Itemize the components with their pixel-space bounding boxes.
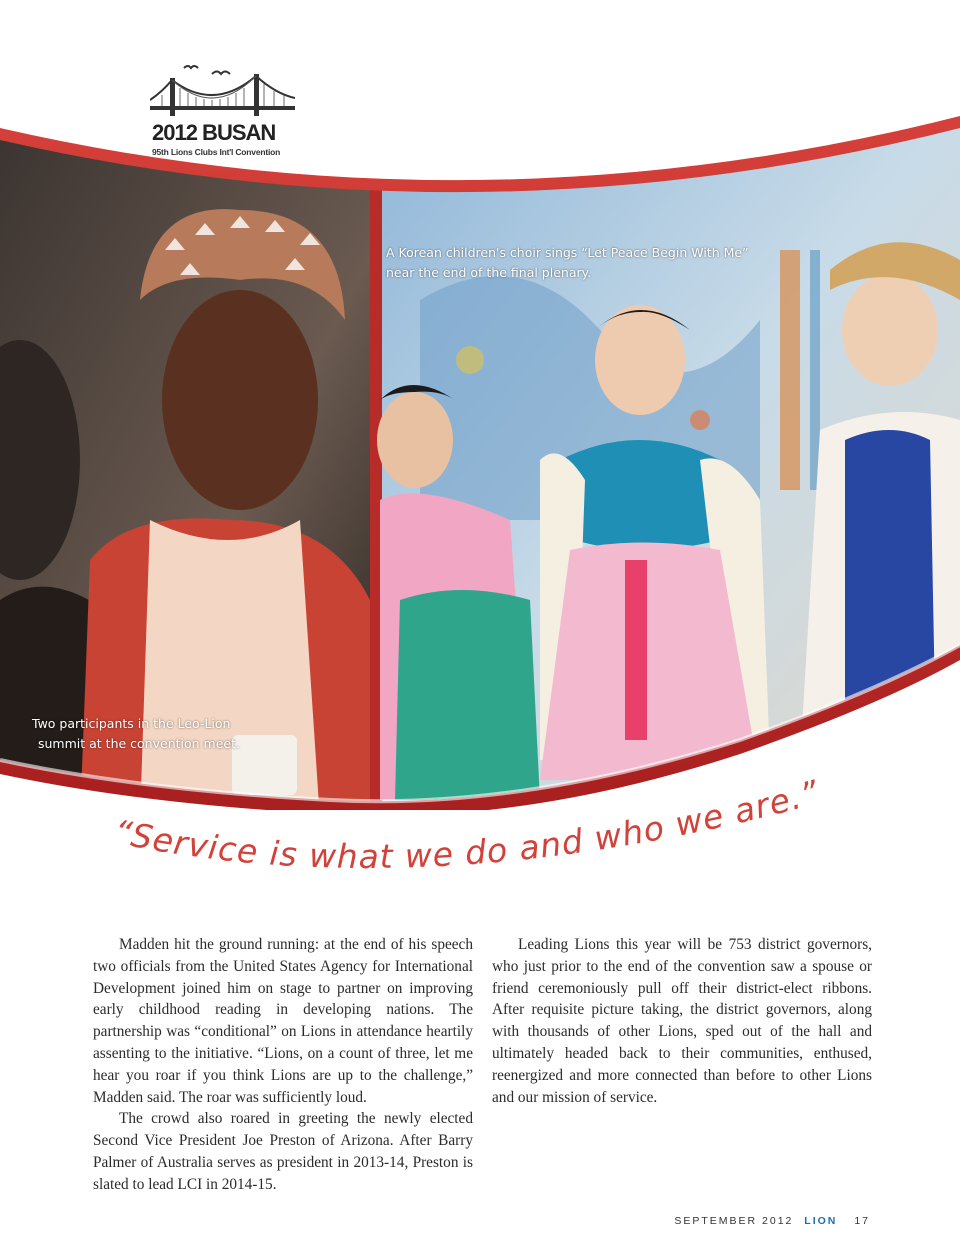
- child-center-ribbon: [625, 560, 647, 740]
- child-right-vest: [845, 430, 935, 700]
- woman-face: [162, 290, 318, 510]
- caption-leo-lion-line1: Two participants in the Leo-Lion: [32, 716, 231, 731]
- caption-leo-lion-line2: summit at the convention meet.: [38, 736, 240, 751]
- pull-quote: [100, 770, 860, 900]
- page-footer: [674, 1215, 870, 1227]
- caption-choir: A Korean children's choir sings “Let Peace Begin With Me” near the end of the final plenary.: [386, 245, 749, 280]
- body-column-right: [492, 934, 872, 1108]
- issue-date: SEPTEMBER 2012: [674, 1215, 794, 1227]
- magazine-name: LION: [804, 1215, 838, 1227]
- body-column-left: [93, 934, 473, 1196]
- caption-leo-lion: [32, 714, 242, 754]
- paragraph: Madden hit the ground running: at the end of his speech two officials from the United States Agency for International Development joined him on stage to partner on improving early childhood reading in developing nations. The partnership was “conditional” on Lions in attendance heartily assenting to the initiative. “Lions, on a count of three, let me hear you roar if you think Lions are up to the challenge,” Madden said. The roar was sufficiently loud.: [93, 936, 473, 1106]
- paragraph: Leading Lions this year will be 753 district governors, who just prior to the end of the convention saw a spouse or friend ceremoniously pull off their district-elect ribbons. After requisite picture taking, the district governors, along with thousands of other Lions, sped out of the hall and ultimately headed back to their communities, enthused, reenergized and more connected than before to other Lions and our mission of service.: [492, 936, 872, 1106]
- child-center-face: [595, 305, 685, 415]
- logo-subtitle: 95th Lions Clubs Int'l Convention: [152, 147, 281, 157]
- paragraph: The crowd also roared in greeting the newly elected Second Vice President Joe Preston of Arizona. After Barry Palmer of Australia serves as president in 2013-14, Preston is slated to lead LCI in 2014-15.: [93, 1110, 473, 1193]
- svg-text:“Service is what we do and who: [110, 772, 823, 876]
- child-left-face: [377, 392, 453, 488]
- child-left-skirt: [395, 590, 540, 800]
- child-right-face: [842, 274, 938, 386]
- logo-title: 2012 BUSAN: [152, 120, 276, 145]
- page-number: 17: [854, 1215, 870, 1227]
- pull-quote-text: “Service is what we do and who we are.”: [110, 772, 824, 876]
